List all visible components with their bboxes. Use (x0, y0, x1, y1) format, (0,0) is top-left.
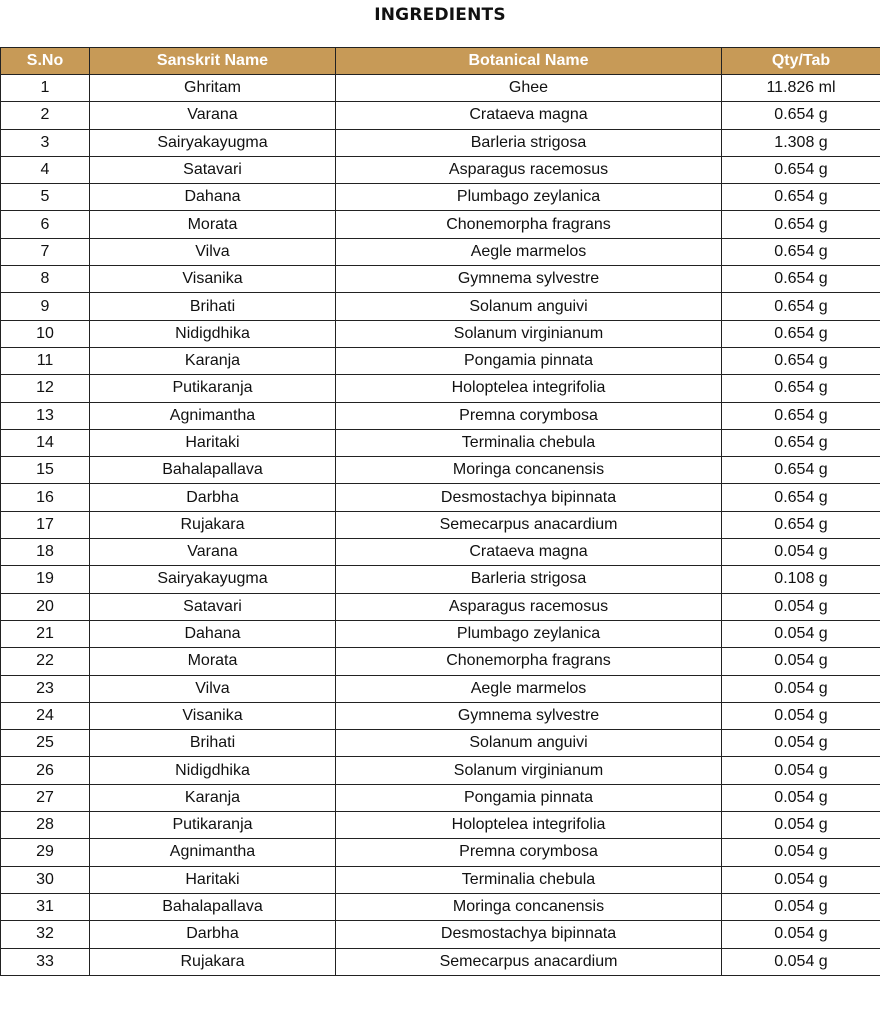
table-row (1, 702, 880, 729)
cell-sno: 25 (1, 730, 90, 757)
table-row (1, 921, 880, 948)
cell-qty-per-tab: 0.054 g (722, 539, 880, 566)
cell-qty-per-tab: 0.654 g (722, 511, 880, 538)
table-row (1, 757, 880, 784)
cell-sanskrit-name: Brihati (90, 293, 336, 320)
cell-botanical-name: Crataeva magna (336, 102, 722, 129)
cell-botanical-name: Ghee (336, 75, 722, 102)
cell-botanical-name: Holoptelea integrifolia (336, 375, 722, 402)
table-row (1, 866, 880, 893)
cell-qty-per-tab: 0.654 g (722, 375, 880, 402)
cell-sno: 16 (1, 484, 90, 511)
cell-sno: 23 (1, 675, 90, 702)
cell-qty-per-tab: 0.654 g (722, 484, 880, 511)
cell-sno: 11 (1, 347, 90, 374)
table-row (1, 375, 880, 402)
table-row (1, 429, 880, 456)
cell-qty-per-tab: 0.054 g (722, 921, 880, 948)
cell-botanical-name: Solanum virginianum (336, 320, 722, 347)
cell-qty-per-tab: 0.054 g (722, 702, 880, 729)
cell-botanical-name: Plumbago zeylanica (336, 184, 722, 211)
table-row (1, 839, 880, 866)
cell-qty-per-tab: 0.054 g (722, 784, 880, 811)
cell-botanical-name: Chonemorpha fragrans (336, 211, 722, 238)
cell-sno: 27 (1, 784, 90, 811)
cell-qty-per-tab: 0.654 g (722, 184, 880, 211)
header-sno: S.No (1, 48, 90, 75)
cell-qty-per-tab: 0.054 g (722, 620, 880, 647)
cell-sanskrit-name: Varana (90, 102, 336, 129)
cell-sanskrit-name: Putikaranja (90, 375, 336, 402)
cell-sanskrit-name: Nidigdhika (90, 757, 336, 784)
cell-sanskrit-name: Satavari (90, 156, 336, 183)
cell-sno: 29 (1, 839, 90, 866)
cell-sanskrit-name: Morata (90, 211, 336, 238)
cell-botanical-name: Solanum anguivi (336, 293, 722, 320)
table-row (1, 293, 880, 320)
cell-sanskrit-name: Darbha (90, 484, 336, 511)
table-row (1, 511, 880, 538)
cell-qty-per-tab: 0.054 g (722, 730, 880, 757)
cell-sanskrit-name: Agnimantha (90, 402, 336, 429)
cell-qty-per-tab: 0.654 g (722, 429, 880, 456)
cell-sno: 8 (1, 266, 90, 293)
cell-sanskrit-name: Dahana (90, 184, 336, 211)
cell-qty-per-tab: 0.054 g (722, 757, 880, 784)
cell-botanical-name: Barleria strigosa (336, 129, 722, 156)
cell-qty-per-tab: 0.054 g (722, 866, 880, 893)
cell-botanical-name: Terminalia chebula (336, 866, 722, 893)
cell-qty-per-tab: 0.054 g (722, 812, 880, 839)
cell-botanical-name: Aegle marmelos (336, 238, 722, 265)
table-row (1, 129, 880, 156)
cell-sanskrit-name: Haritaki (90, 866, 336, 893)
cell-sno: 12 (1, 375, 90, 402)
table-row (1, 184, 880, 211)
cell-botanical-name: Premna corymbosa (336, 402, 722, 429)
cell-sanskrit-name: Brihati (90, 730, 336, 757)
table-row (1, 893, 880, 920)
cell-sno: 7 (1, 238, 90, 265)
cell-botanical-name: Terminalia chebula (336, 429, 722, 456)
cell-sanskrit-name: Visanika (90, 266, 336, 293)
header-sanskrit-name: Sanskrit Name (90, 48, 336, 75)
cell-sno: 20 (1, 593, 90, 620)
table-row (1, 648, 880, 675)
ingredients-table (0, 47, 880, 976)
cell-botanical-name: Premna corymbosa (336, 839, 722, 866)
page-title: INGREDIENTS (374, 5, 506, 25)
table-row (1, 75, 880, 102)
cell-sanskrit-name: Bahalapallava (90, 893, 336, 920)
cell-sno: 10 (1, 320, 90, 347)
cell-sno: 33 (1, 948, 90, 975)
cell-sno: 21 (1, 620, 90, 647)
table-row (1, 402, 880, 429)
table-row (1, 812, 880, 839)
cell-qty-per-tab: 0.654 g (722, 320, 880, 347)
table-row (1, 620, 880, 647)
cell-qty-per-tab: 0.654 g (722, 347, 880, 374)
table-row (1, 320, 880, 347)
cell-botanical-name: Semecarpus anacardium (336, 511, 722, 538)
cell-sanskrit-name: Putikaranja (90, 812, 336, 839)
header-botanical-name: Botanical Name (336, 48, 722, 75)
cell-qty-per-tab: 0.654 g (722, 266, 880, 293)
cell-botanical-name: Solanum anguivi (336, 730, 722, 757)
table-row (1, 238, 880, 265)
cell-botanical-name: Gymnema sylvestre (336, 702, 722, 729)
cell-sno: 22 (1, 648, 90, 675)
cell-sanskrit-name: Karanja (90, 784, 336, 811)
cell-qty-per-tab: 0.108 g (722, 566, 880, 593)
cell-sanskrit-name: Rujakara (90, 511, 336, 538)
table-row (1, 156, 880, 183)
table-row (1, 566, 880, 593)
cell-sanskrit-name: Rujakara (90, 948, 336, 975)
table-row (1, 102, 880, 129)
cell-sanskrit-name: Vilva (90, 238, 336, 265)
cell-sno: 4 (1, 156, 90, 183)
table-header (1, 48, 880, 75)
cell-sanskrit-name: Vilva (90, 675, 336, 702)
cell-sno: 18 (1, 539, 90, 566)
cell-botanical-name: Moringa concanensis (336, 893, 722, 920)
cell-botanical-name: Asparagus racemosus (336, 593, 722, 620)
cell-sanskrit-name: Sairyakayugma (90, 129, 336, 156)
cell-qty-per-tab: 0.054 g (722, 593, 880, 620)
cell-qty-per-tab: 0.654 g (722, 102, 880, 129)
cell-botanical-name: Pongamia pinnata (336, 784, 722, 811)
cell-qty-per-tab: 0.654 g (722, 293, 880, 320)
cell-qty-per-tab: 0.054 g (722, 893, 880, 920)
table-row (1, 593, 880, 620)
cell-qty-per-tab: 0.654 g (722, 211, 880, 238)
table-row (1, 539, 880, 566)
cell-sanskrit-name: Bahalapallava (90, 457, 336, 484)
cell-qty-per-tab: 0.054 g (722, 648, 880, 675)
table-body (1, 75, 880, 976)
cell-sanskrit-name: Visanika (90, 702, 336, 729)
cell-sno: 13 (1, 402, 90, 429)
cell-qty-per-tab: 11.826 ml (722, 75, 880, 102)
cell-sno: 5 (1, 184, 90, 211)
cell-qty-per-tab: 0.054 g (722, 948, 880, 975)
cell-qty-per-tab: 0.654 g (722, 457, 880, 484)
cell-sanskrit-name: Haritaki (90, 429, 336, 456)
cell-sno: 17 (1, 511, 90, 538)
cell-sno: 30 (1, 866, 90, 893)
cell-sanskrit-name: Ghritam (90, 75, 336, 102)
cell-botanical-name: Aegle marmelos (336, 675, 722, 702)
table-row (1, 784, 880, 811)
table-row (1, 211, 880, 238)
cell-sno: 2 (1, 102, 90, 129)
cell-qty-per-tab: 0.054 g (722, 675, 880, 702)
table-row (1, 266, 880, 293)
cell-botanical-name: Solanum virginianum (336, 757, 722, 784)
cell-botanical-name: Pongamia pinnata (336, 347, 722, 374)
table-row (1, 457, 880, 484)
cell-sno: 1 (1, 75, 90, 102)
cell-qty-per-tab: 0.054 g (722, 839, 880, 866)
cell-botanical-name: Gymnema sylvestre (336, 266, 722, 293)
cell-sanskrit-name: Darbha (90, 921, 336, 948)
cell-botanical-name: Desmostachya bipinnata (336, 484, 722, 511)
table-row (1, 347, 880, 374)
cell-sanskrit-name: Dahana (90, 620, 336, 647)
cell-botanical-name: Plumbago zeylanica (336, 620, 722, 647)
cell-sno: 19 (1, 566, 90, 593)
cell-sno: 3 (1, 129, 90, 156)
cell-sanskrit-name: Varana (90, 539, 336, 566)
cell-sno: 24 (1, 702, 90, 729)
cell-sno: 15 (1, 457, 90, 484)
table-row (1, 730, 880, 757)
cell-sanskrit-name: Morata (90, 648, 336, 675)
cell-botanical-name: Holoptelea integrifolia (336, 812, 722, 839)
cell-botanical-name: Desmostachya bipinnata (336, 921, 722, 948)
cell-botanical-name: Barleria strigosa (336, 566, 722, 593)
cell-sno: 14 (1, 429, 90, 456)
table-row (1, 675, 880, 702)
cell-botanical-name: Crataeva magna (336, 539, 722, 566)
cell-sanskrit-name: Nidigdhika (90, 320, 336, 347)
cell-sanskrit-name: Sairyakayugma (90, 566, 336, 593)
cell-sno: 9 (1, 293, 90, 320)
cell-qty-per-tab: 1.308 g (722, 129, 880, 156)
cell-botanical-name: Moringa concanensis (336, 457, 722, 484)
cell-sanskrit-name: Satavari (90, 593, 336, 620)
table-row (1, 484, 880, 511)
cell-sno: 28 (1, 812, 90, 839)
cell-sno: 26 (1, 757, 90, 784)
cell-botanical-name: Chonemorpha fragrans (336, 648, 722, 675)
cell-botanical-name: Semecarpus anacardium (336, 948, 722, 975)
table-row (1, 948, 880, 975)
cell-qty-per-tab: 0.654 g (722, 156, 880, 183)
cell-qty-per-tab: 0.654 g (722, 238, 880, 265)
cell-sno: 6 (1, 211, 90, 238)
cell-qty-per-tab: 0.654 g (722, 402, 880, 429)
cell-sanskrit-name: Karanja (90, 347, 336, 374)
header-qty-per-tab: Qty/Tab (722, 48, 880, 75)
cell-sno: 31 (1, 893, 90, 920)
cell-sanskrit-name: Agnimantha (90, 839, 336, 866)
header-row (1, 48, 880, 75)
cell-botanical-name: Asparagus racemosus (336, 156, 722, 183)
cell-sno: 32 (1, 921, 90, 948)
